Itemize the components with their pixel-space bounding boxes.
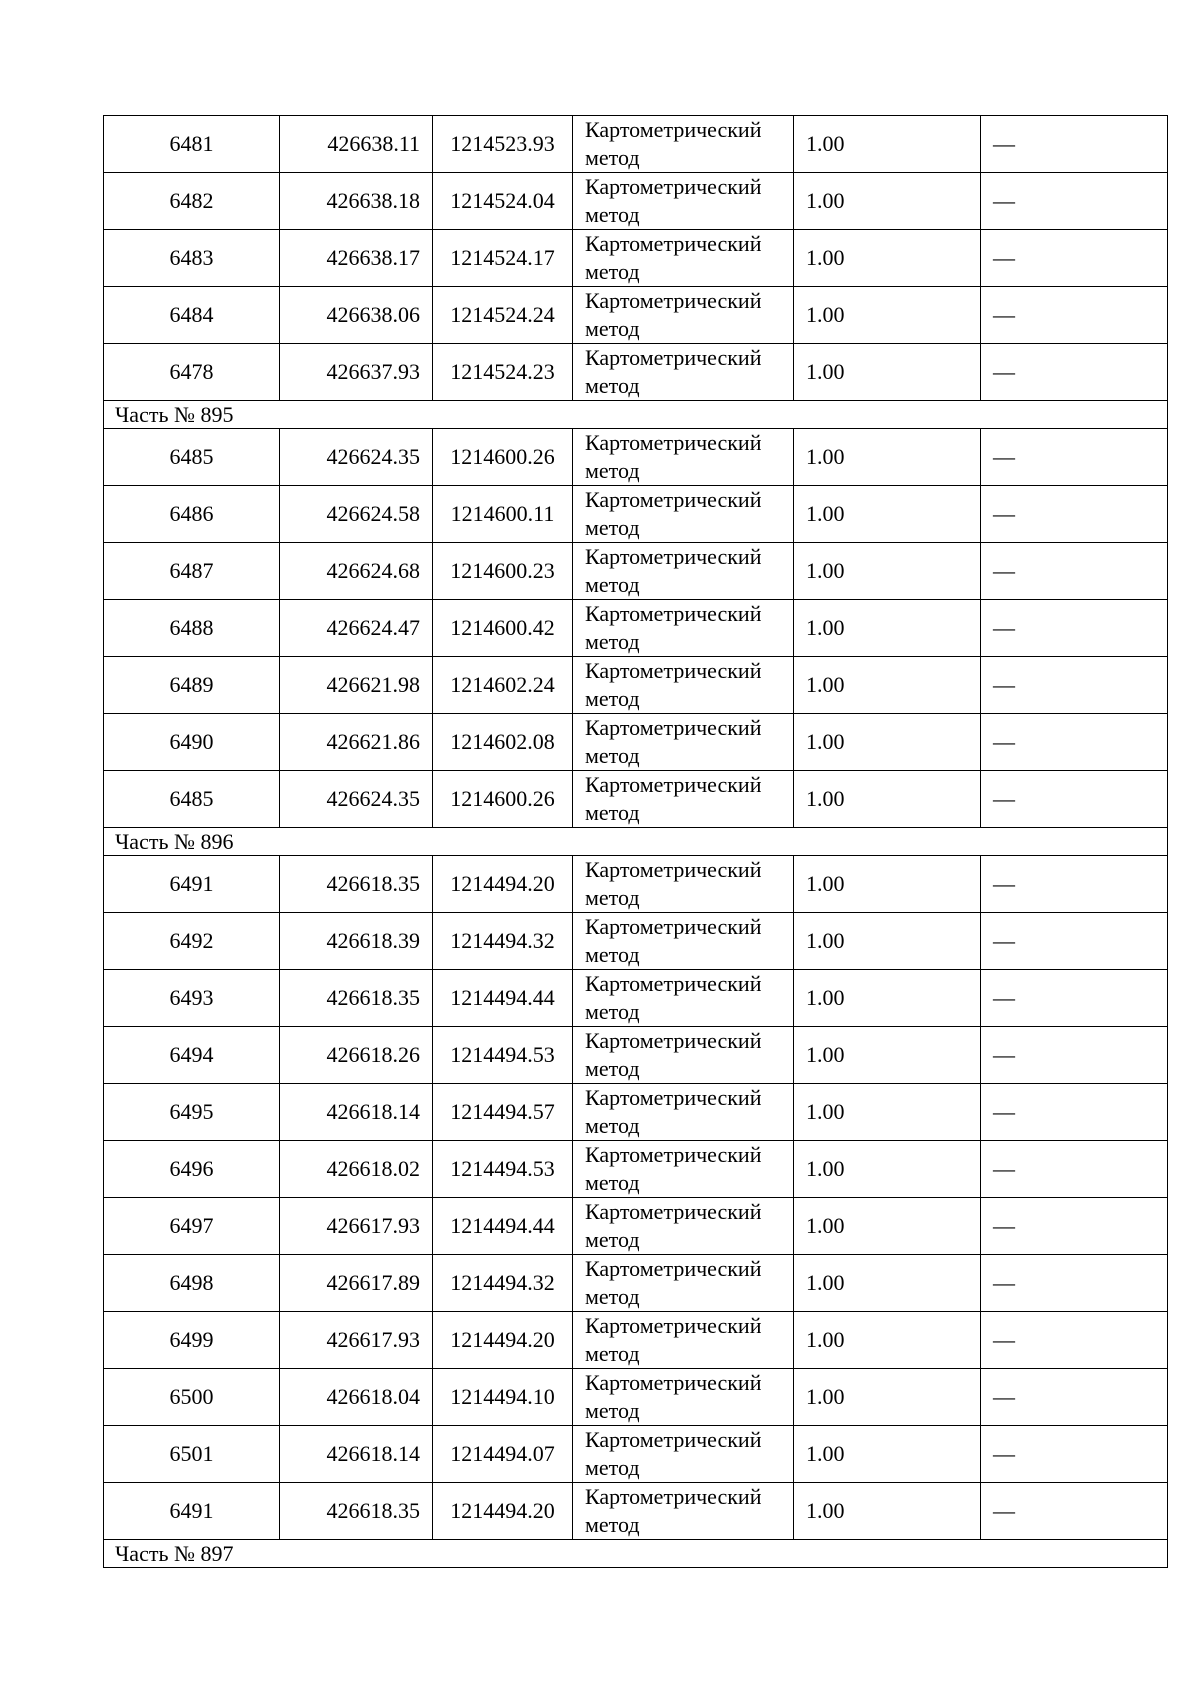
- table-row: [104, 230, 1168, 287]
- method-cell: [573, 486, 794, 543]
- method-cell: [573, 1198, 794, 1255]
- point-number-cell: 6498: [104, 1255, 280, 1312]
- x-coordinate-cell: 426624.68: [280, 543, 433, 600]
- point-number-cell: 6497: [104, 1198, 280, 1255]
- point-number-cell: 6499: [104, 1312, 280, 1369]
- point-number-cell: 6486: [104, 486, 280, 543]
- method-line-2: метод: [585, 885, 640, 910]
- y-coordinate-cell: 1214600.11: [433, 486, 573, 543]
- point-number-cell: 6491: [104, 1483, 280, 1540]
- method-line-2: метод: [585, 1341, 640, 1366]
- x-coordinate-cell: 426624.35: [280, 429, 433, 486]
- method-line-2: метод: [585, 743, 640, 768]
- method-cell: [573, 543, 794, 600]
- x-coordinate-cell: 426617.93: [280, 1198, 433, 1255]
- method-cell: [573, 1027, 794, 1084]
- accuracy-cell: 1.00: [794, 1483, 981, 1540]
- table-row: [104, 1084, 1168, 1141]
- x-coordinate-cell: 426618.35: [280, 1483, 433, 1540]
- description-cell: —: [981, 913, 1168, 970]
- y-coordinate-cell: 1214523.93: [433, 116, 573, 173]
- point-number-cell: 6482: [104, 173, 280, 230]
- method-line-1: Картометрический: [585, 857, 762, 882]
- coordinates-table: [103, 115, 1168, 1568]
- y-coordinate-cell: 1214524.17: [433, 230, 573, 287]
- part-header-row: [104, 828, 1168, 856]
- y-coordinate-cell: 1214494.44: [433, 970, 573, 1027]
- point-number-cell: 6489: [104, 657, 280, 714]
- method-line-1: Картометрический: [585, 1028, 762, 1053]
- method-line-2: метод: [585, 202, 640, 227]
- description-cell: —: [981, 1141, 1168, 1198]
- method-cell: [573, 771, 794, 828]
- method-cell: [573, 1426, 794, 1483]
- table-row: [104, 1483, 1168, 1540]
- accuracy-cell: 1.00: [794, 714, 981, 771]
- x-coordinate-cell: 426621.98: [280, 657, 433, 714]
- method-cell: [573, 913, 794, 970]
- method-line-2: метод: [585, 1455, 640, 1480]
- x-coordinate-cell: 426618.39: [280, 913, 433, 970]
- table-row: [104, 486, 1168, 543]
- method-line-1: Картометрический: [585, 345, 762, 370]
- accuracy-cell: 1.00: [794, 1198, 981, 1255]
- description-cell: —: [981, 856, 1168, 913]
- method-cell: [573, 600, 794, 657]
- table-row: [104, 173, 1168, 230]
- method-line-2: метод: [585, 999, 640, 1024]
- point-number-cell: 6488: [104, 600, 280, 657]
- y-coordinate-cell: 1214600.26: [433, 429, 573, 486]
- y-coordinate-cell: 1214494.53: [433, 1027, 573, 1084]
- table-row: [104, 1426, 1168, 1483]
- part-label: Часть № 897: [104, 1540, 1168, 1568]
- accuracy-cell: 1.00: [794, 1312, 981, 1369]
- method-line-2: метод: [585, 942, 640, 967]
- description-cell: —: [981, 657, 1168, 714]
- table-row: [104, 1198, 1168, 1255]
- part-header-row: [104, 401, 1168, 429]
- description-cell: —: [981, 600, 1168, 657]
- x-coordinate-cell: 426624.47: [280, 600, 433, 657]
- accuracy-cell: 1.00: [794, 1027, 981, 1084]
- method-cell: [573, 856, 794, 913]
- method-line-1: Картометрический: [585, 971, 762, 996]
- table-row: [104, 1255, 1168, 1312]
- method-cell: [573, 657, 794, 714]
- y-coordinate-cell: 1214494.20: [433, 1312, 573, 1369]
- accuracy-cell: 1.00: [794, 1426, 981, 1483]
- method-line-1: Картометрический: [585, 1085, 762, 1110]
- method-cell: [573, 1312, 794, 1369]
- y-coordinate-cell: 1214494.10: [433, 1369, 573, 1426]
- table-row: [104, 1027, 1168, 1084]
- part-label: Часть № 896: [104, 828, 1168, 856]
- point-number-cell: 6492: [104, 913, 280, 970]
- description-cell: —: [981, 173, 1168, 230]
- y-coordinate-cell: 1214494.32: [433, 1255, 573, 1312]
- x-coordinate-cell: 426618.35: [280, 970, 433, 1027]
- x-coordinate-cell: 426624.58: [280, 486, 433, 543]
- point-number-cell: 6501: [104, 1426, 280, 1483]
- method-cell: [573, 714, 794, 771]
- method-cell: [573, 1084, 794, 1141]
- y-coordinate-cell: 1214600.23: [433, 543, 573, 600]
- method-line-2: метод: [585, 1227, 640, 1252]
- description-cell: —: [981, 543, 1168, 600]
- table-row: [104, 287, 1168, 344]
- method-line-2: метод: [585, 373, 640, 398]
- point-number-cell: 6481: [104, 116, 280, 173]
- accuracy-cell: 1.00: [794, 913, 981, 970]
- accuracy-cell: 1.00: [794, 771, 981, 828]
- point-number-cell: 6500: [104, 1369, 280, 1426]
- y-coordinate-cell: 1214494.57: [433, 1084, 573, 1141]
- point-number-cell: 6485: [104, 429, 280, 486]
- part-header-row: [104, 1540, 1168, 1568]
- accuracy-cell: 1.00: [794, 1141, 981, 1198]
- table-row: [104, 1369, 1168, 1426]
- method-cell: [573, 116, 794, 173]
- table-row: [104, 856, 1168, 913]
- description-cell: —: [981, 486, 1168, 543]
- method-line-1: Картометрический: [585, 601, 762, 626]
- x-coordinate-cell: 426618.14: [280, 1084, 433, 1141]
- method-line-2: метод: [585, 800, 640, 825]
- y-coordinate-cell: 1214494.07: [433, 1426, 573, 1483]
- point-number-cell: 6493: [104, 970, 280, 1027]
- accuracy-cell: 1.00: [794, 1369, 981, 1426]
- point-number-cell: 6491: [104, 856, 280, 913]
- table-row: [104, 344, 1168, 401]
- part-label: Часть № 895: [104, 401, 1168, 429]
- x-coordinate-cell: 426617.93: [280, 1312, 433, 1369]
- description-cell: —: [981, 287, 1168, 344]
- method-cell: [573, 970, 794, 1027]
- x-coordinate-cell: 426638.18: [280, 173, 433, 230]
- method-line-1: Картометрический: [585, 231, 762, 256]
- y-coordinate-cell: 1214494.53: [433, 1141, 573, 1198]
- y-coordinate-cell: 1214494.20: [433, 1483, 573, 1540]
- table-row: [104, 1141, 1168, 1198]
- method-line-1: Картометрический: [585, 117, 762, 142]
- y-coordinate-cell: 1214494.20: [433, 856, 573, 913]
- method-line-2: метод: [585, 1512, 640, 1537]
- x-coordinate-cell: 426618.26: [280, 1027, 433, 1084]
- x-coordinate-cell: 426621.86: [280, 714, 433, 771]
- accuracy-cell: 1.00: [794, 970, 981, 1027]
- description-cell: —: [981, 116, 1168, 173]
- method-line-1: Картометрический: [585, 772, 762, 797]
- method-cell: [573, 173, 794, 230]
- method-line-1: Картометрический: [585, 658, 762, 683]
- y-coordinate-cell: 1214524.24: [433, 287, 573, 344]
- coordinates-table-body: [104, 116, 1168, 1568]
- method-cell: [573, 1483, 794, 1540]
- method-line-2: метод: [585, 629, 640, 654]
- method-line-2: метод: [585, 145, 640, 170]
- table-row: [104, 600, 1168, 657]
- x-coordinate-cell: 426624.35: [280, 771, 433, 828]
- method-line-1: Картометрический: [585, 1427, 762, 1452]
- method-line-2: метод: [585, 1056, 640, 1081]
- y-coordinate-cell: 1214602.08: [433, 714, 573, 771]
- table-row: [104, 657, 1168, 714]
- y-coordinate-cell: 1214494.44: [433, 1198, 573, 1255]
- method-cell: [573, 429, 794, 486]
- accuracy-cell: 1.00: [794, 344, 981, 401]
- point-number-cell: 6490: [104, 714, 280, 771]
- method-line-2: метод: [585, 316, 640, 341]
- accuracy-cell: 1.00: [794, 287, 981, 344]
- table-row: [104, 771, 1168, 828]
- table-row: [104, 1312, 1168, 1369]
- table-row: [104, 970, 1168, 1027]
- method-line-1: Картометрический: [585, 430, 762, 455]
- method-line-1: Картометрический: [585, 1313, 762, 1338]
- description-cell: —: [981, 344, 1168, 401]
- method-line-2: метод: [585, 1398, 640, 1423]
- point-number-cell: 6494: [104, 1027, 280, 1084]
- point-number-cell: 6483: [104, 230, 280, 287]
- point-number-cell: 6478: [104, 344, 280, 401]
- y-coordinate-cell: 1214524.23: [433, 344, 573, 401]
- method-line-2: метод: [585, 1113, 640, 1138]
- x-coordinate-cell: 426618.35: [280, 856, 433, 913]
- method-line-1: Картометрический: [585, 174, 762, 199]
- method-cell: [573, 287, 794, 344]
- description-cell: —: [981, 970, 1168, 1027]
- description-cell: —: [981, 1198, 1168, 1255]
- description-cell: —: [981, 771, 1168, 828]
- method-line-1: Картометрический: [585, 914, 762, 939]
- accuracy-cell: 1.00: [794, 600, 981, 657]
- x-coordinate-cell: 426638.11: [280, 116, 433, 173]
- y-coordinate-cell: 1214602.24: [433, 657, 573, 714]
- x-coordinate-cell: 426637.93: [280, 344, 433, 401]
- method-cell: [573, 344, 794, 401]
- method-line-2: метод: [585, 515, 640, 540]
- x-coordinate-cell: 426618.04: [280, 1369, 433, 1426]
- x-coordinate-cell: 426638.17: [280, 230, 433, 287]
- method-line-1: Картометрический: [585, 1370, 762, 1395]
- method-line-2: метод: [585, 1170, 640, 1195]
- method-line-2: метод: [585, 686, 640, 711]
- method-line-2: метод: [585, 572, 640, 597]
- method-line-1: Картометрический: [585, 288, 762, 313]
- method-line-1: Картометрический: [585, 544, 762, 569]
- method-line-1: Картометрический: [585, 1142, 762, 1167]
- description-cell: —: [981, 1483, 1168, 1540]
- method-line-2: метод: [585, 259, 640, 284]
- y-coordinate-cell: 1214600.42: [433, 600, 573, 657]
- table-row: [104, 714, 1168, 771]
- accuracy-cell: 1.00: [794, 429, 981, 486]
- description-cell: —: [981, 1369, 1168, 1426]
- accuracy-cell: 1.00: [794, 657, 981, 714]
- x-coordinate-cell: 426617.89: [280, 1255, 433, 1312]
- y-coordinate-cell: 1214600.26: [433, 771, 573, 828]
- accuracy-cell: 1.00: [794, 173, 981, 230]
- method-cell: [573, 1255, 794, 1312]
- point-number-cell: 6495: [104, 1084, 280, 1141]
- point-number-cell: 6496: [104, 1141, 280, 1198]
- y-coordinate-cell: 1214524.04: [433, 173, 573, 230]
- table-row: [104, 913, 1168, 970]
- point-number-cell: 6487: [104, 543, 280, 600]
- method-line-1: Картометрический: [585, 1199, 762, 1224]
- accuracy-cell: 1.00: [794, 1255, 981, 1312]
- accuracy-cell: 1.00: [794, 116, 981, 173]
- description-cell: —: [981, 1027, 1168, 1084]
- x-coordinate-cell: 426618.02: [280, 1141, 433, 1198]
- accuracy-cell: 1.00: [794, 856, 981, 913]
- accuracy-cell: 1.00: [794, 230, 981, 287]
- accuracy-cell: 1.00: [794, 486, 981, 543]
- x-coordinate-cell: 426638.06: [280, 287, 433, 344]
- table-row: [104, 543, 1168, 600]
- method-cell: [573, 1369, 794, 1426]
- method-line-1: Картометрический: [585, 1256, 762, 1281]
- method-line-1: Картометрический: [585, 1484, 762, 1509]
- x-coordinate-cell: 426618.14: [280, 1426, 433, 1483]
- method-cell: [573, 1141, 794, 1198]
- method-line-2: метод: [585, 1284, 640, 1309]
- description-cell: —: [981, 429, 1168, 486]
- point-number-cell: 6484: [104, 287, 280, 344]
- description-cell: —: [981, 714, 1168, 771]
- point-number-cell: 6485: [104, 771, 280, 828]
- description-cell: —: [981, 1255, 1168, 1312]
- method-cell: [573, 230, 794, 287]
- method-line-1: Картометрический: [585, 487, 762, 512]
- description-cell: —: [981, 1426, 1168, 1483]
- accuracy-cell: 1.00: [794, 1084, 981, 1141]
- method-line-2: метод: [585, 458, 640, 483]
- description-cell: —: [981, 230, 1168, 287]
- method-line-1: Картометрический: [585, 715, 762, 740]
- table-row: [104, 429, 1168, 486]
- accuracy-cell: 1.00: [794, 543, 981, 600]
- y-coordinate-cell: 1214494.32: [433, 913, 573, 970]
- table-row: [104, 116, 1168, 173]
- description-cell: —: [981, 1312, 1168, 1369]
- description-cell: —: [981, 1084, 1168, 1141]
